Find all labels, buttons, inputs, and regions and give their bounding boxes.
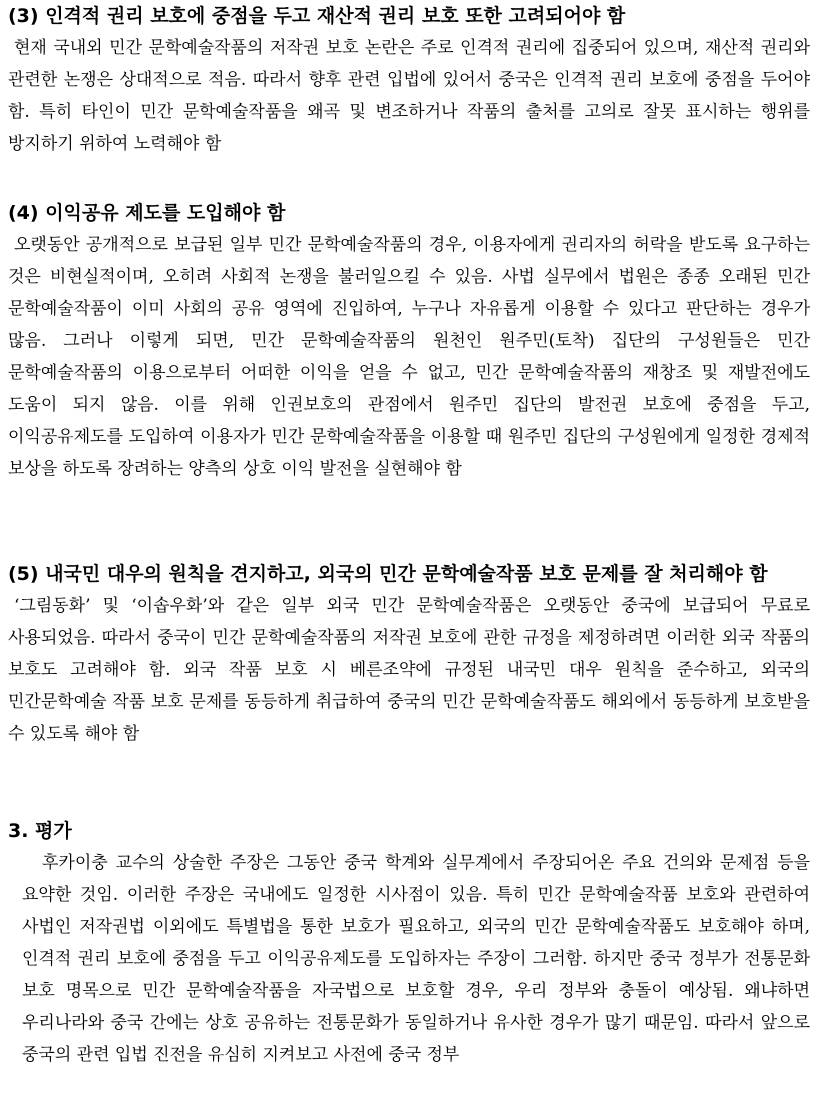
section-body: 현재 국내외 민간 문학예술작품의 저작권 보호 논란은 주로 인격적 권리에 집중되어 있으며, 재산적 권리와 관련한 논쟁은 상대적으로 적음. 따라서 향후 관련 입법에 있어서 중국은 인격적 권리 보호에 중점을 두어야 함. 특히 타인이 민간 문학예술작품을 왜곡 및 변조하거나 작품의 출처를 고의로 잘못 표시하는 행위를 방지하기 위하여 노력해야 함 [8,38,810,154]
section-body: ‘그림동화’ 및 ‘이솝우화’와 같은 일부 외국 민간 문학예술작품은 오랫동안 중국에 보급되어 무료로 사용되었음. 따라서 중국이 민간 문학예술작품의 저작권 보호에 관한 규정을 제정하려면 이러한 외국 작품의 보호도 고려해야 함. 외국 작품 보호 시 베른조약에 규정된 내국민 대우 원칙을 준수하고, 외국의 민간문학예술 작품 보호 문제를 동등하게 취급하여 중국의 민간 문학예술작품도 해외에서 동등하게 보호받을 수 있도록 해야 함 [8,596,810,744]
section-body: 후카이충 교수의 상술한 주장은 그동안 중국 학계와 실무계에서 주장되어온 주요 건의와 문제점 등을 요약한 것임. 이러한 주장은 국내에도 일정한 시사점이 있음. 특히 민간 문학예술작품 보호와 관련하여 사법인 저작권법 이외에도 특별법을 통한 보호가 필요하고, 외국의 민간 문학예술작품도 보호해야 하며, 인격적 권리 보호에 중점을 두고 이익공유제도를 도입하자는 주장이 그러함. 하지만 중국 정부가 전통문화 보호 명목으로 민간 문학예술작품을 자국법으로 보호할 경우, 우리 정부와 충돌이 예상됨. 왜냐하면 우리나라와 중국 간에는 상호 공유하는 전통문화가 동일하거나 유사한 경우가 많기 때문임. 따라서 앞으로 중국의 관련 입법 진전을 유심히 지켜보고 사전에 중국 정부 [22,853,810,1065]
section-national-treatment [8,558,810,750]
section-heading: (3) 인격적 권리 보호에 중점을 두고 재산적 권리 보호 또한 고려되어야 함 [8,5,626,27]
section-body: 오랫동안 공개적으로 보급된 일부 민간 문학예술작품의 경우, 이용자에게 권리자의 허락을 받도록 요구하는 것은 비현실적이며, 오히려 사회적 논쟁을 불러일으킬 수 있음. 사법 실무에서 법원은 종종 오래된 민간 문학예술작품이 이미 사회의 공유 영역에 진입하여, 누구나 자유롭게 이용할 수 있다고 판단하는 경우가 많음. 그러나 이렇게 되면, 민간 문학예술작품의 원천인 원주민(토착) 집단의 구성원들은 민간 문학예술작품의 이용으로부터 어떠한 이익을 얻을 수 없고, 민간 문학예술작품의 재창조 및 재발전에도 도움이 되지 않음. 이를 위해 인권보호의 관점에서 원주민 집단의 발전권 보호에 중점을 두고, 이익공유제도를 도입하여 이용자가 민간 문학예술작품을 이용할 때 원주민 집단의 구성원에게 일정한 경제적 보상을 하도록 장려하는 양측의 상호 이익 발전을 실현해야 함 [8,235,810,479]
section-benefit-sharing [8,197,810,485]
section-heading: 3. 평가 [8,820,72,842]
section-evaluation [8,815,810,1071]
section-personal-rights [8,0,810,160]
section-heading: (5) 내국민 대우의 원칙을 견지하고, 외국의 민간 문학예술작품 보호 문제를 잘 처리해야 함 [8,563,768,585]
section-heading: (4) 이익공유 제도를 도입해야 함 [8,202,286,224]
